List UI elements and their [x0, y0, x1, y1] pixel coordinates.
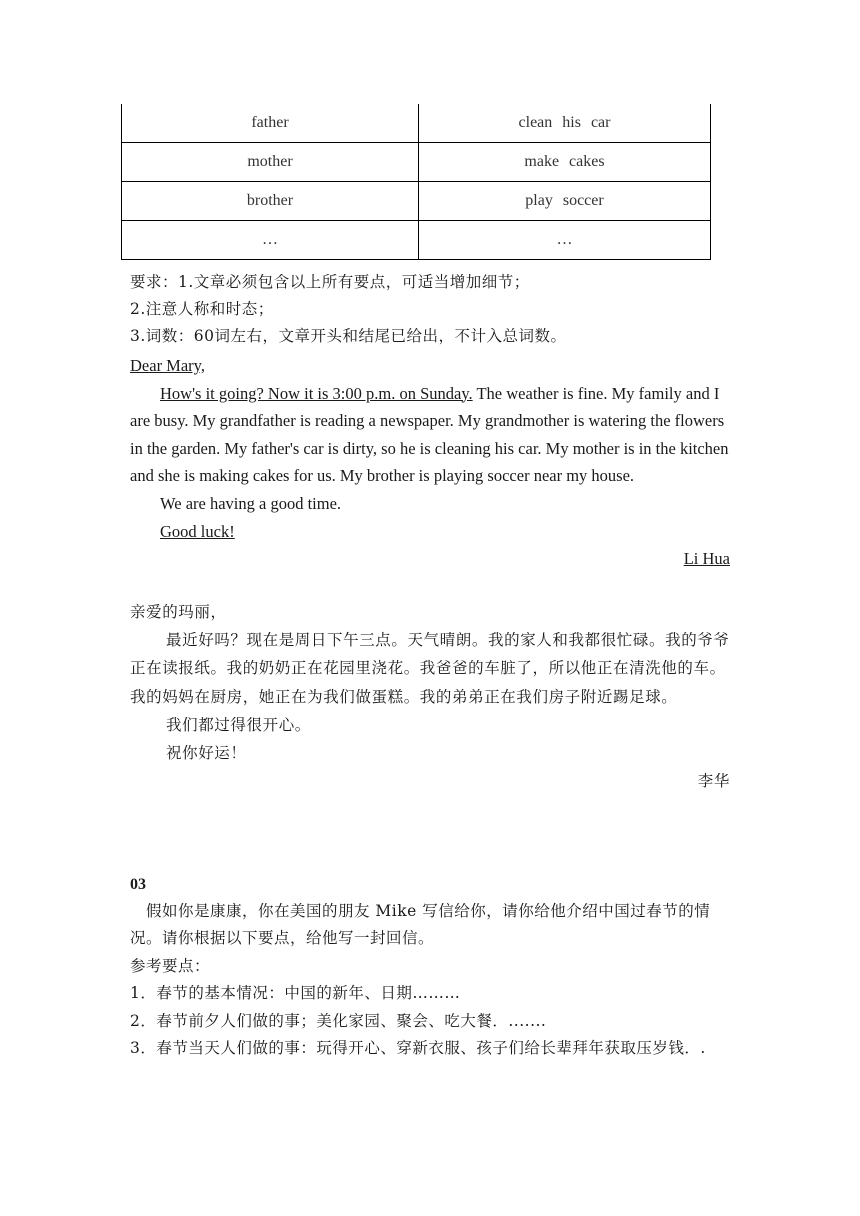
task-prompt: 假如你是康康，你在美国的朋友 Mike 写信给你，请你给他介绍中国过春节的情况。请你根据以下要点，给他写一封回信。 — [130, 902, 711, 948]
cn-body: 最近好吗？现在是周日下午三点。天气晴朗。我的家人和我都很忙碌。我的爷爷正在读报纸。我的奶奶正在花园里浇花。我爸爸的车脏了，所以他正在清洗他的车。我的妈妈在厨房，她正在为我们做蛋糕。我的弟弟正在我们房子附近踢足球。 — [130, 631, 730, 706]
table-row — [122, 221, 711, 260]
person-cell: … — [122, 221, 419, 260]
letter-sign-off: Good luck! — [160, 521, 235, 541]
letter-body: The weather is fine. My family and I are busy. My grandfather is reading a newspaper. My grandmother is watering the flowers in the garden. My father's car is dirty, so he is cleaning his car. My mother is in the kitchen and she is making cakes for us. My brother is playing soccer near my house. — [130, 383, 729, 486]
person-cell: brother — [122, 182, 419, 221]
table-row — [122, 182, 711, 221]
activity-cell: play soccer — [419, 182, 711, 221]
point-3: 3．春节当天人们做的事：玩得开心、穿新衣服、孩子们给长辈拜年获取压岁钱．. — [130, 1039, 706, 1058]
letter-signature: Li Hua — [683, 549, 730, 569]
person-cell: father — [122, 104, 419, 143]
activity-cell: clean his car — [419, 104, 711, 143]
point-2: 2．春节前夕人们做的事；美化家园、聚会、吃大餐．....... — [130, 1011, 547, 1030]
table-row — [122, 143, 711, 182]
section-03-task — [130, 898, 730, 1062]
requirement-line-3: 3.词数：60词左右，文章开头和结尾已给出，不计入总词数。 — [130, 327, 567, 345]
point-1: 1．春节的基本情况：中国的新年、日期……… — [130, 984, 461, 1003]
english-letter — [130, 352, 730, 573]
letter-closing-line: We are having a good time. — [160, 493, 342, 513]
letter-greeting: Dear Mary, — [130, 356, 205, 375]
person-cell: mother — [122, 143, 419, 182]
requirement-line-1: 要求：1.文章必须包含以上所有要点，可适当增加细节； — [130, 273, 530, 291]
chinese-letter — [130, 598, 730, 795]
activity-cell: … — [419, 221, 711, 260]
activity-cell: make cakes — [419, 143, 711, 182]
cn-closing-line: 我们都过得很开心。 — [166, 715, 311, 734]
requirement-line-2: 2.注意人称和时态； — [130, 300, 274, 318]
points-title: 参考要点： — [130, 956, 211, 975]
cn-signature: 李华 — [697, 772, 730, 791]
letter-opening: How's it going? Now it is 3:00 p.m. on Sunday. — [160, 383, 473, 403]
table-row — [122, 104, 711, 143]
cn-sign-off: 祝你好运！ — [166, 744, 247, 763]
cn-greeting: 亲爱的玛丽， — [130, 603, 227, 621]
key-points-table — [121, 104, 711, 260]
section-number: 03 — [130, 876, 146, 893]
